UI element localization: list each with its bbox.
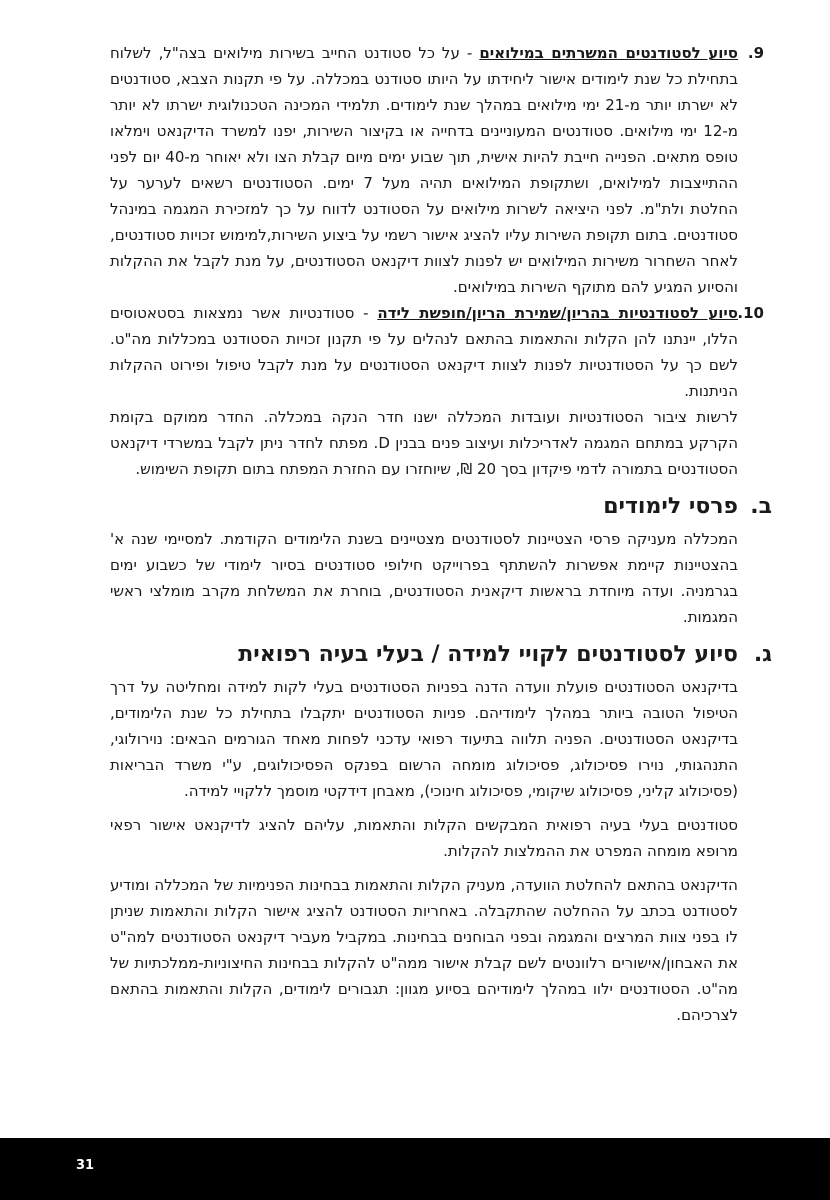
section-study-awards [110, 492, 772, 630]
list-item-number: 10. [737, 304, 764, 322]
list-item-pregnancy [110, 300, 764, 482]
list-item-text: - סטודנטיות אשר נמצאות בסטאטוסים הללו, יינתנו להן הקלות והתאמות בהתאם לנהלים על פי תקנון זכויות הסטודנט במכללות מה"ט. לשם כך על הסטודנטיות לפנות לצוות דיקנאט הסטודנטים על מנת לקבל טיפול ופירוט ההקלות הניתנות. [110, 304, 738, 400]
section-paragraph: בדיקנאט הסטודנטים פועלת וועדה הדנה בפניות הסטודנטים בעלי לקות למידה ומחליטה על דרך הטיפול הטובה ביותר במהלך לימודיהם. פניות הסטודנטים יתקבלו בתחילת כל שנת הלימודים, בדיקנאט הסטודנטים. הפניה תלווה בתיעוד רפואי עדכני לפחות מאחד הגורמים הבאים: נוירולוגי, התנהגותי, נוירו פסיכולוג, פסיכולוג מומחה הרשום בפנקס הפסיכולוגים, ע"י משרד הבריאות (פסיכולוג קליני, פסיכולוג שיקומי, פסיכולוג חינוכי), מאבחן דידקטי מוסמך ללקויי למידה. [110, 678, 738, 800]
section-paragraph: סטודנטים בעלי בעיה רפואית המבקשים הקלות והתאמות, עליהם להציג לדיקנאט אישור רפאי מרופא מומחה המפרט את ההמלצות להקלות. [110, 816, 738, 860]
section-paragraph: המכללה מעניקה פרסי הצטיינות לסטודנטים מצטיינים בשנת הלימודים הקודמת. למסיימי שנה א' בהצטיינות קיימת אפשרות להשתתף בפרוייקט חילופי סטודנטים בסיור לימודי של כשבוע ימים בגרמניה. ועדה מיוחדת בראשות דיקאנית הסטודנטים, בוחרת את המשלחת מקרב מומלצי ראשי המגמות. [110, 530, 738, 626]
section-heading [110, 492, 772, 522]
section-learning-disabilities [110, 640, 772, 1028]
list-item-extra-text: לרשות ציבור הסטודנטיות ועובדות המכללה ישנו חדר הנקה במכללה. החדר ממוקם בקומת הקרקע במתחם המגמה לאדריכלות ועיצוב פנים בבנין D. מפתח לחדר ניתן לקבל במשרדי דיקנאט הסטודנטים בתמורה לדמי פיקדון בסך 20 ₪, שיוחזרו עם החזרת המפתח בתום תקופת השימוש. [110, 408, 739, 478]
list-item-number: 9. [747, 44, 764, 62]
list-item-text: - על כל סטודנט החייב בשירות מילואים בצה"ל, לשלוח בתחילת כל שנת לימודים אישור ליחידתו על היותו סטודנט במכללה. על פי תקנות הצבא, סטודנטים לא ישרתו יותר מ-21 ימי מילואים במהלך שנת לימודים. תלמידי המכינה הטכנולוגית ישרתו לא יותר מ-12 ימי מילואים. סטודנטים המעוניינים בדחייה או בקיצור השירות, יפנו למשרד הדיקנאט וימלאו טופס מתאים. הפנייה חייבת להיות אישית, תוך שבוע ימים מיום קבלת הצו ולא יאוחר מ-40 יום לפני ההתייצבות למילואים, ושתקופת המילואים תהיה מעל 7 ימים. הסטודנטים רשאים לערער על החלטת ולת"מ. לפני היציאה לשרות מילואים על הסטודנט לדווח על כך למזכירת המגמה במינהל סטודנטים. בתום תקופת השירות עליו להציג אישור רשמי על ביצוע השירות,למימוש זכויות סטודנטים, לאחר השחרור משירות המילואים יש לפנות לצוות דיקנאט הסטודנטים, על מנת לקבל את ההקלות והסיוע המגיע להם מתוקף השירות במילואים. [110, 44, 738, 296]
section-heading [110, 640, 772, 670]
page-content [110, 40, 772, 1028]
section-title: סיוע לסטודנטים לקויי למידה / בעלי בעיה רפואית [238, 642, 738, 667]
list-item-body [110, 300, 738, 404]
list-item-heading: סיוע לסטודנטיות בהריון/שמירת הריון/חופשת לידה [377, 304, 738, 322]
list-item-reserve-duty [110, 40, 764, 300]
section-letter: ב. [750, 494, 772, 519]
page-footer [0, 1138, 830, 1200]
list-item-body [110, 40, 738, 300]
page-number: 31 [76, 1158, 95, 1173]
list-item-heading: סיוע לסטודנטים המשרתים במילואים [479, 44, 738, 62]
section-title: פרסי לימודים [603, 494, 738, 519]
section-letter: ג. [753, 642, 772, 667]
section-paragraph: הדיקנאט בהתאם להחלטת הוועדה, מעניק הקלות והתאמות בבחינות הפנימיות של המכללה ומודיע לסטודנט בכתב על ההחלטה שהתקבלה. באחריות הסטודנט להציג אישור הקלות והתאמות שניתן לו בפני צוות המרצים והמגמה ובפני הבוחנים בבחינות. במקביל מעביר דיקנאט הסטודנטים למה"ט את האבחון/אישורים רלוונטים לשם קבלת אישור ממה"ט להקלות בבחינות החיצוניות-ממלכתיות של מה"ט. הסטודנטים ילוו במהלך לימודיהם בסיוע מגוון: תגבורים לימודים, הקלות והתאמות בהתאם לצרכיהם. [110, 876, 738, 1024]
